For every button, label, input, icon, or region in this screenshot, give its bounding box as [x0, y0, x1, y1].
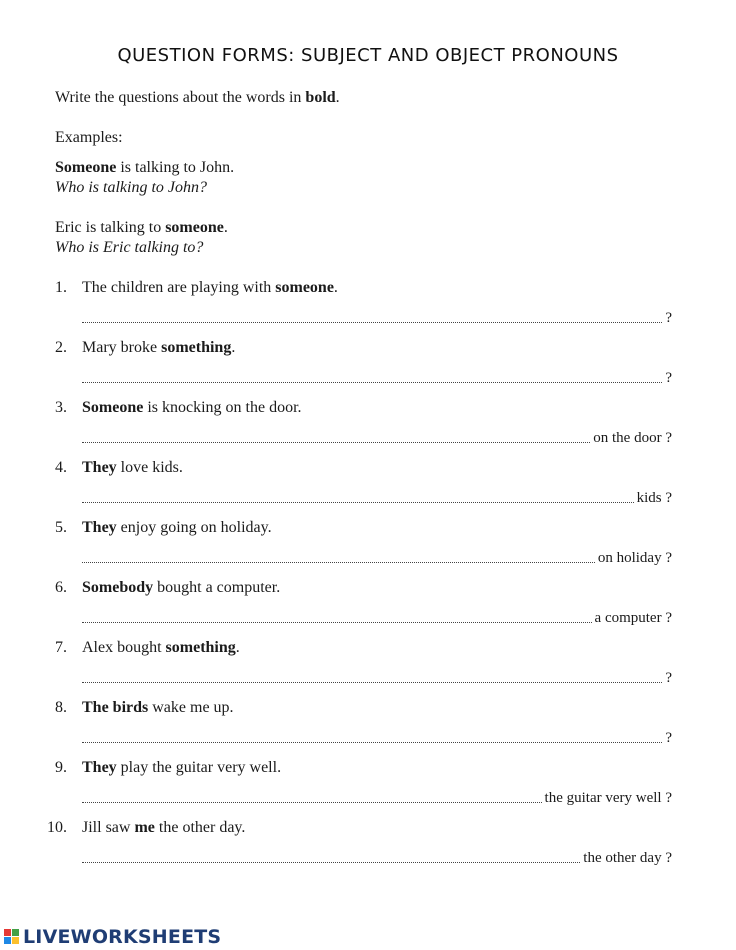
- answer-line[interactable]: [82, 428, 672, 448]
- item-number: 10.: [47, 819, 67, 836]
- worksheet-title: QUESTION FORMS: SUBJECT AND OBJECT PRONOUNS: [117, 45, 619, 66]
- item-number: 8.: [55, 699, 67, 716]
- answer-blank[interactable]: [82, 682, 662, 683]
- example-sentence-2: [55, 218, 228, 238]
- answer-line[interactable]: [82, 488, 672, 508]
- answer-line[interactable]: [82, 548, 672, 568]
- item-number: 4.: [55, 459, 67, 476]
- item-sentence: The children are playing with someone.: [82, 279, 338, 296]
- example-1-bold: Someone: [55, 159, 117, 176]
- examples-label: Examples:: [55, 129, 123, 146]
- item-sentence: They love kids.: [82, 459, 183, 476]
- example-2-pre: Eric is talking to: [55, 219, 166, 236]
- item-sentence: They play the guitar very well.: [82, 759, 282, 776]
- answer-line[interactable]: [82, 668, 672, 688]
- item-sentence: Jill saw me the other day.: [82, 819, 246, 836]
- answer-ending: the guitar very well ?: [544, 790, 672, 806]
- example-answer-2: Who is Eric talking to?: [55, 239, 204, 256]
- item-sentence: Alex bought something.: [82, 639, 240, 656]
- liveworksheets-logo-icon: [4, 929, 20, 945]
- item-number: 7.: [55, 639, 67, 656]
- answer-blank[interactable]: [82, 862, 580, 863]
- answer-blank[interactable]: [82, 382, 662, 383]
- example-2-post: .: [223, 219, 228, 236]
- answer-ending: the other day ?: [583, 850, 672, 866]
- item-sentence: Someone is knocking on the door.: [82, 399, 302, 416]
- item-number: 2.: [55, 339, 67, 356]
- item-number: 1.: [55, 279, 67, 296]
- item-number: 3.: [55, 399, 67, 416]
- answer-blank[interactable]: [82, 742, 662, 743]
- answer-blank[interactable]: [82, 562, 595, 563]
- answer-ending: a computer ?: [594, 610, 672, 626]
- logo-text: LIVEWORKSHEETS: [23, 926, 222, 948]
- answer-line[interactable]: [82, 788, 672, 808]
- item-number: 9.: [55, 759, 67, 776]
- answer-line[interactable]: [82, 728, 672, 748]
- liveworksheets-logo[interactable]: [4, 924, 221, 950]
- instruction: [55, 88, 340, 108]
- answer-blank[interactable]: [82, 502, 634, 503]
- answer-ending: ?: [665, 370, 672, 386]
- item-sentence: Mary broke something.: [82, 339, 236, 356]
- example-1-post: is talking to John.: [116, 159, 235, 176]
- answer-ending: kids ?: [636, 490, 672, 506]
- answer-ending: on holiday ?: [597, 550, 672, 566]
- answer-ending: on the door ?: [593, 430, 672, 446]
- item-sentence: They enjoy going on holiday.: [82, 519, 272, 536]
- answer-blank[interactable]: [82, 442, 590, 443]
- answer-ending: ?: [665, 730, 672, 746]
- item-sentence: The birds wake me up.: [82, 699, 234, 716]
- answer-line[interactable]: [82, 308, 672, 328]
- item-sentence: Somebody bought a computer.: [82, 579, 281, 596]
- answer-ending: ?: [665, 670, 672, 686]
- instruction-text: Write the questions about the words in: [55, 89, 306, 106]
- example-2-bold: someone: [165, 219, 224, 236]
- item-number: 6.: [55, 579, 67, 596]
- answer-blank[interactable]: [82, 322, 662, 323]
- instruction-period: .: [335, 89, 340, 106]
- item-number: 5.: [55, 519, 67, 536]
- answer-line[interactable]: [82, 368, 672, 388]
- example-answer-1: Who is talking to John?: [55, 179, 207, 196]
- instruction-bold-word: bold: [305, 89, 336, 106]
- answer-line[interactable]: [82, 608, 672, 628]
- example-sentence-1: [55, 158, 234, 178]
- answer-ending: ?: [665, 310, 672, 326]
- answer-blank[interactable]: [82, 622, 592, 623]
- answer-line[interactable]: [82, 848, 672, 868]
- answer-blank[interactable]: [82, 802, 542, 803]
